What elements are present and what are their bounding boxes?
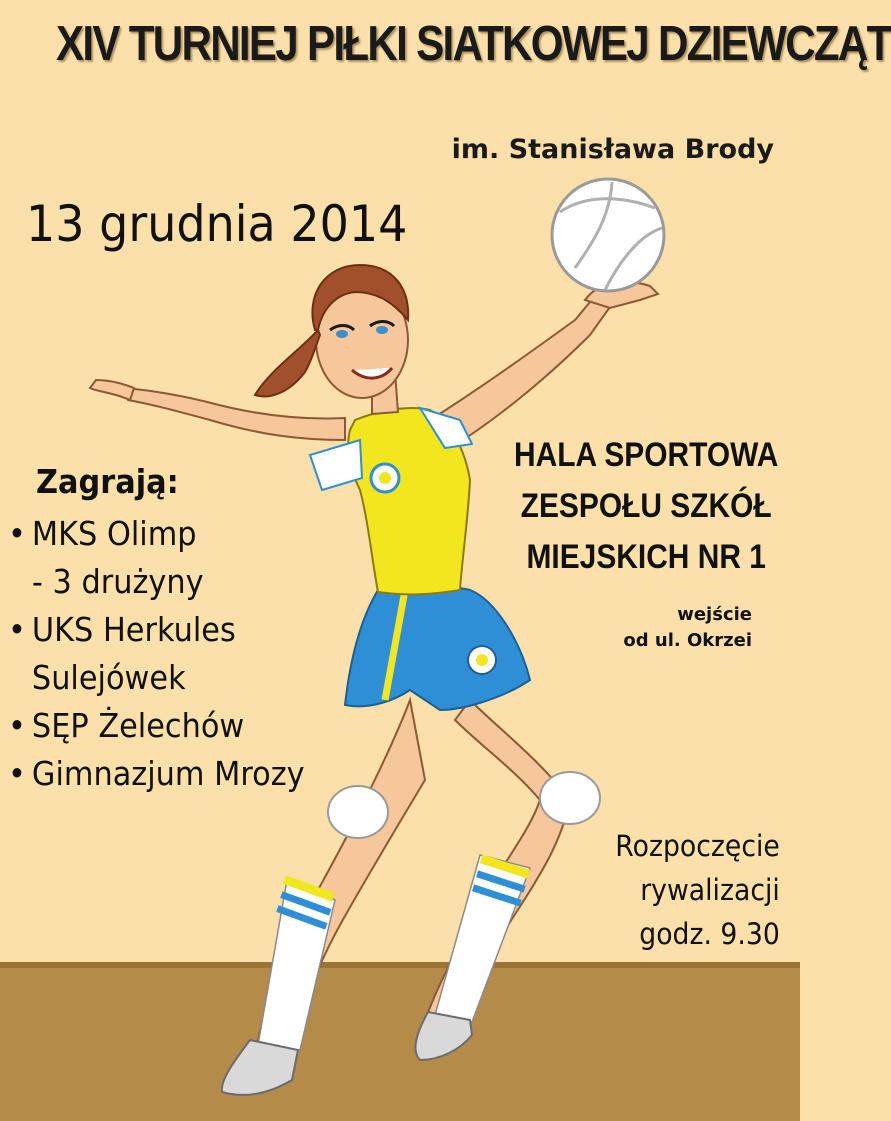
list-item — [8, 750, 305, 798]
bullet: • — [8, 514, 26, 553]
teams-heading: Zagrają: — [36, 462, 179, 501]
entrance-line: od ul. Okrzei — [623, 630, 752, 651]
team-line: Sulejówek — [31, 658, 186, 697]
event-date: 13 grudnia 2014 — [26, 195, 408, 253]
team-line: SĘP Żelechów — [31, 706, 245, 745]
start-time — [615, 824, 780, 956]
team-line: - 3 drużyny — [31, 562, 204, 601]
entrance-line: wejście — [677, 604, 752, 625]
list-item — [8, 702, 305, 750]
venue-line: ZESPOŁU SZKÓŁ — [520, 487, 772, 525]
venue-line: MIEJSKICH NR 1 — [526, 538, 766, 576]
team-line: UKS Herkules — [31, 610, 236, 649]
volleyball-icon — [552, 179, 664, 291]
venue — [514, 430, 778, 583]
bullet: • — [8, 706, 26, 745]
list-item — [8, 654, 305, 702]
teams-list — [8, 510, 330, 798]
bullet: • — [8, 754, 26, 793]
start-line: rywalizacji — [640, 873, 780, 907]
list-item — [8, 558, 305, 606]
list-item — [8, 510, 305, 558]
entrance-note — [623, 602, 752, 654]
list-item — [8, 606, 305, 654]
team-line: Gimnazjum Mrozy — [31, 754, 305, 793]
start-line: godz. 9.30 — [639, 917, 780, 951]
start-line: Rozpoczęcie — [615, 829, 780, 863]
poster-subtitle: im. Stanisława Brody — [451, 134, 774, 165]
bullet: • — [8, 610, 26, 649]
poster-title: XIV TURNIEJ PIŁKI SIATKOWEJ DZIEWCZĄT — [56, 17, 891, 71]
team-line: MKS Olimp — [31, 514, 197, 553]
venue-line: HALA SPORTOWA — [513, 436, 778, 474]
